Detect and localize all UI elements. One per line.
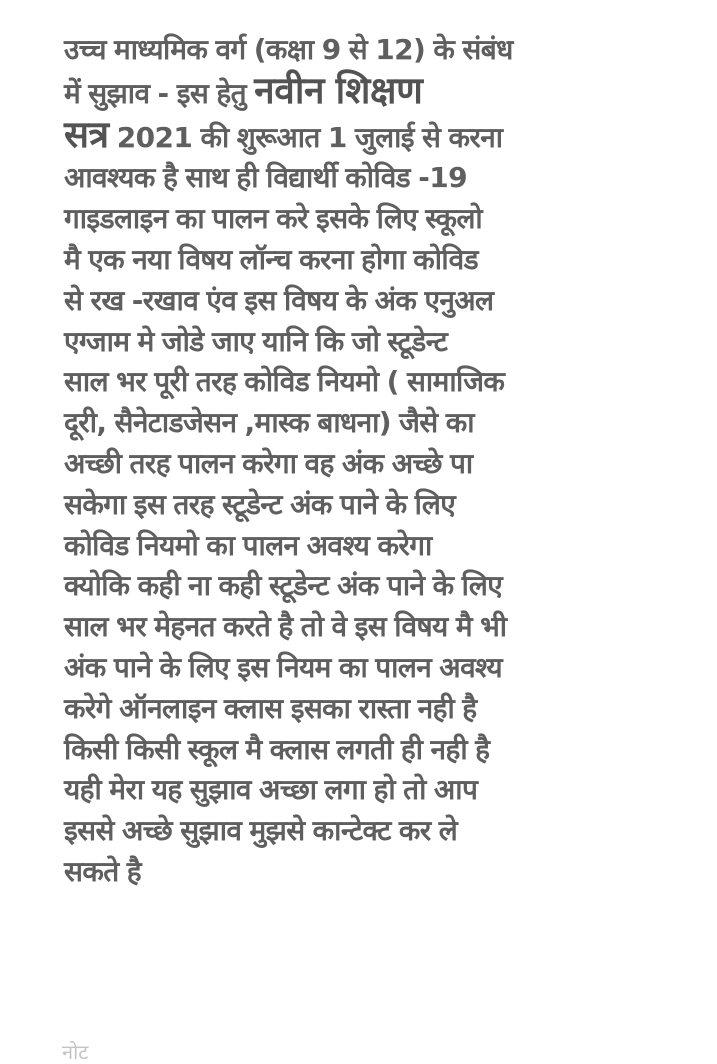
suggestion-text	[64, 30, 664, 893]
text-segment: 2021 की शुरूआत 1 जुलाई से करना	[108, 120, 503, 154]
text-segment: में सुझाव - इस हेतु	[64, 76, 255, 110]
text-segment: से रख -रखाव एंव इस विषय के अंक एनुअल	[64, 283, 494, 317]
text-line	[64, 648, 664, 689]
text-segment: गाइडलाइन का पालन करे इसके लिए स्कूलो	[64, 202, 483, 236]
text-line	[64, 770, 664, 811]
text-segment: इससे अच्छे सुझाव मुझसे कान्टेक्ट कर ले	[64, 814, 458, 848]
text-line	[64, 444, 664, 485]
text-segment: सकेगा इस तरह स्टूडेन्ट अंक पाने के लिए	[64, 487, 456, 521]
text-segment: कोविड नियमो का पालन अवश्य करेगा	[64, 528, 432, 562]
text-segment: साल भर मेहनत करते है तो वे इस विषय मै भी	[64, 610, 507, 644]
highlighted-text: नवीन शिक्षण	[254, 68, 423, 112]
text-line	[64, 158, 664, 199]
text-line	[64, 689, 664, 730]
text-segment: क्योकि कही ना कही स्टूडेन्ट अंक पाने के लिए	[64, 569, 503, 603]
text-line	[64, 68, 664, 115]
footer-label: नोट	[62, 1040, 89, 1064]
text-segment: उच्च माध्यमिक वर्ग (कक्षा 9 से 12) के संबंध	[64, 33, 513, 66]
text-line	[64, 526, 664, 567]
text-line	[64, 485, 664, 526]
text-segment: अच्छी तरह पालन करेगा वह अंक अच्छे पा	[64, 446, 473, 480]
text-line	[64, 607, 664, 648]
text-segment: यही मेरा यह सुझाव अच्छा लगा हो तो आप	[64, 773, 478, 807]
highlighted-text: सत्र	[64, 112, 109, 156]
text-line	[64, 403, 664, 444]
text-line	[64, 322, 664, 363]
text-line	[64, 566, 664, 607]
text-line	[64, 199, 664, 240]
text-line	[64, 730, 664, 771]
text-segment: सकते है	[64, 854, 142, 888]
text-segment: अंक पाने के लिए इस नियम का पालन अवश्य	[64, 650, 502, 684]
text-segment: करेगे ऑनलाइन क्लास इसका रास्ता नही है	[64, 691, 477, 725]
text-segment: एग्जाम मे जोडे जाए यानि कि जो स्टूडेन्ट	[64, 324, 448, 358]
text-segment: किसी किसी स्कूल मै क्लास लगती ही नही है	[64, 732, 490, 766]
text-line	[64, 362, 664, 403]
text-segment: साल भर पूरी तरह कोविड नियमो ( सामाजिक	[64, 365, 505, 399]
text-line	[64, 240, 664, 281]
text-line	[64, 852, 664, 893]
text-line	[64, 112, 664, 159]
text-line	[64, 30, 664, 71]
text-line	[64, 811, 664, 852]
text-segment: दूरी, सैनेटाडजेसन ,मास्क बाधना) जैसे का	[64, 406, 474, 440]
text-line	[64, 281, 664, 322]
text-segment: मै एक नया विषय लॉन्च करना होगा कोविड	[64, 242, 479, 276]
text-segment: आवश्यक है साथ ही विद्यार्थी कोविड -19	[64, 161, 467, 195]
